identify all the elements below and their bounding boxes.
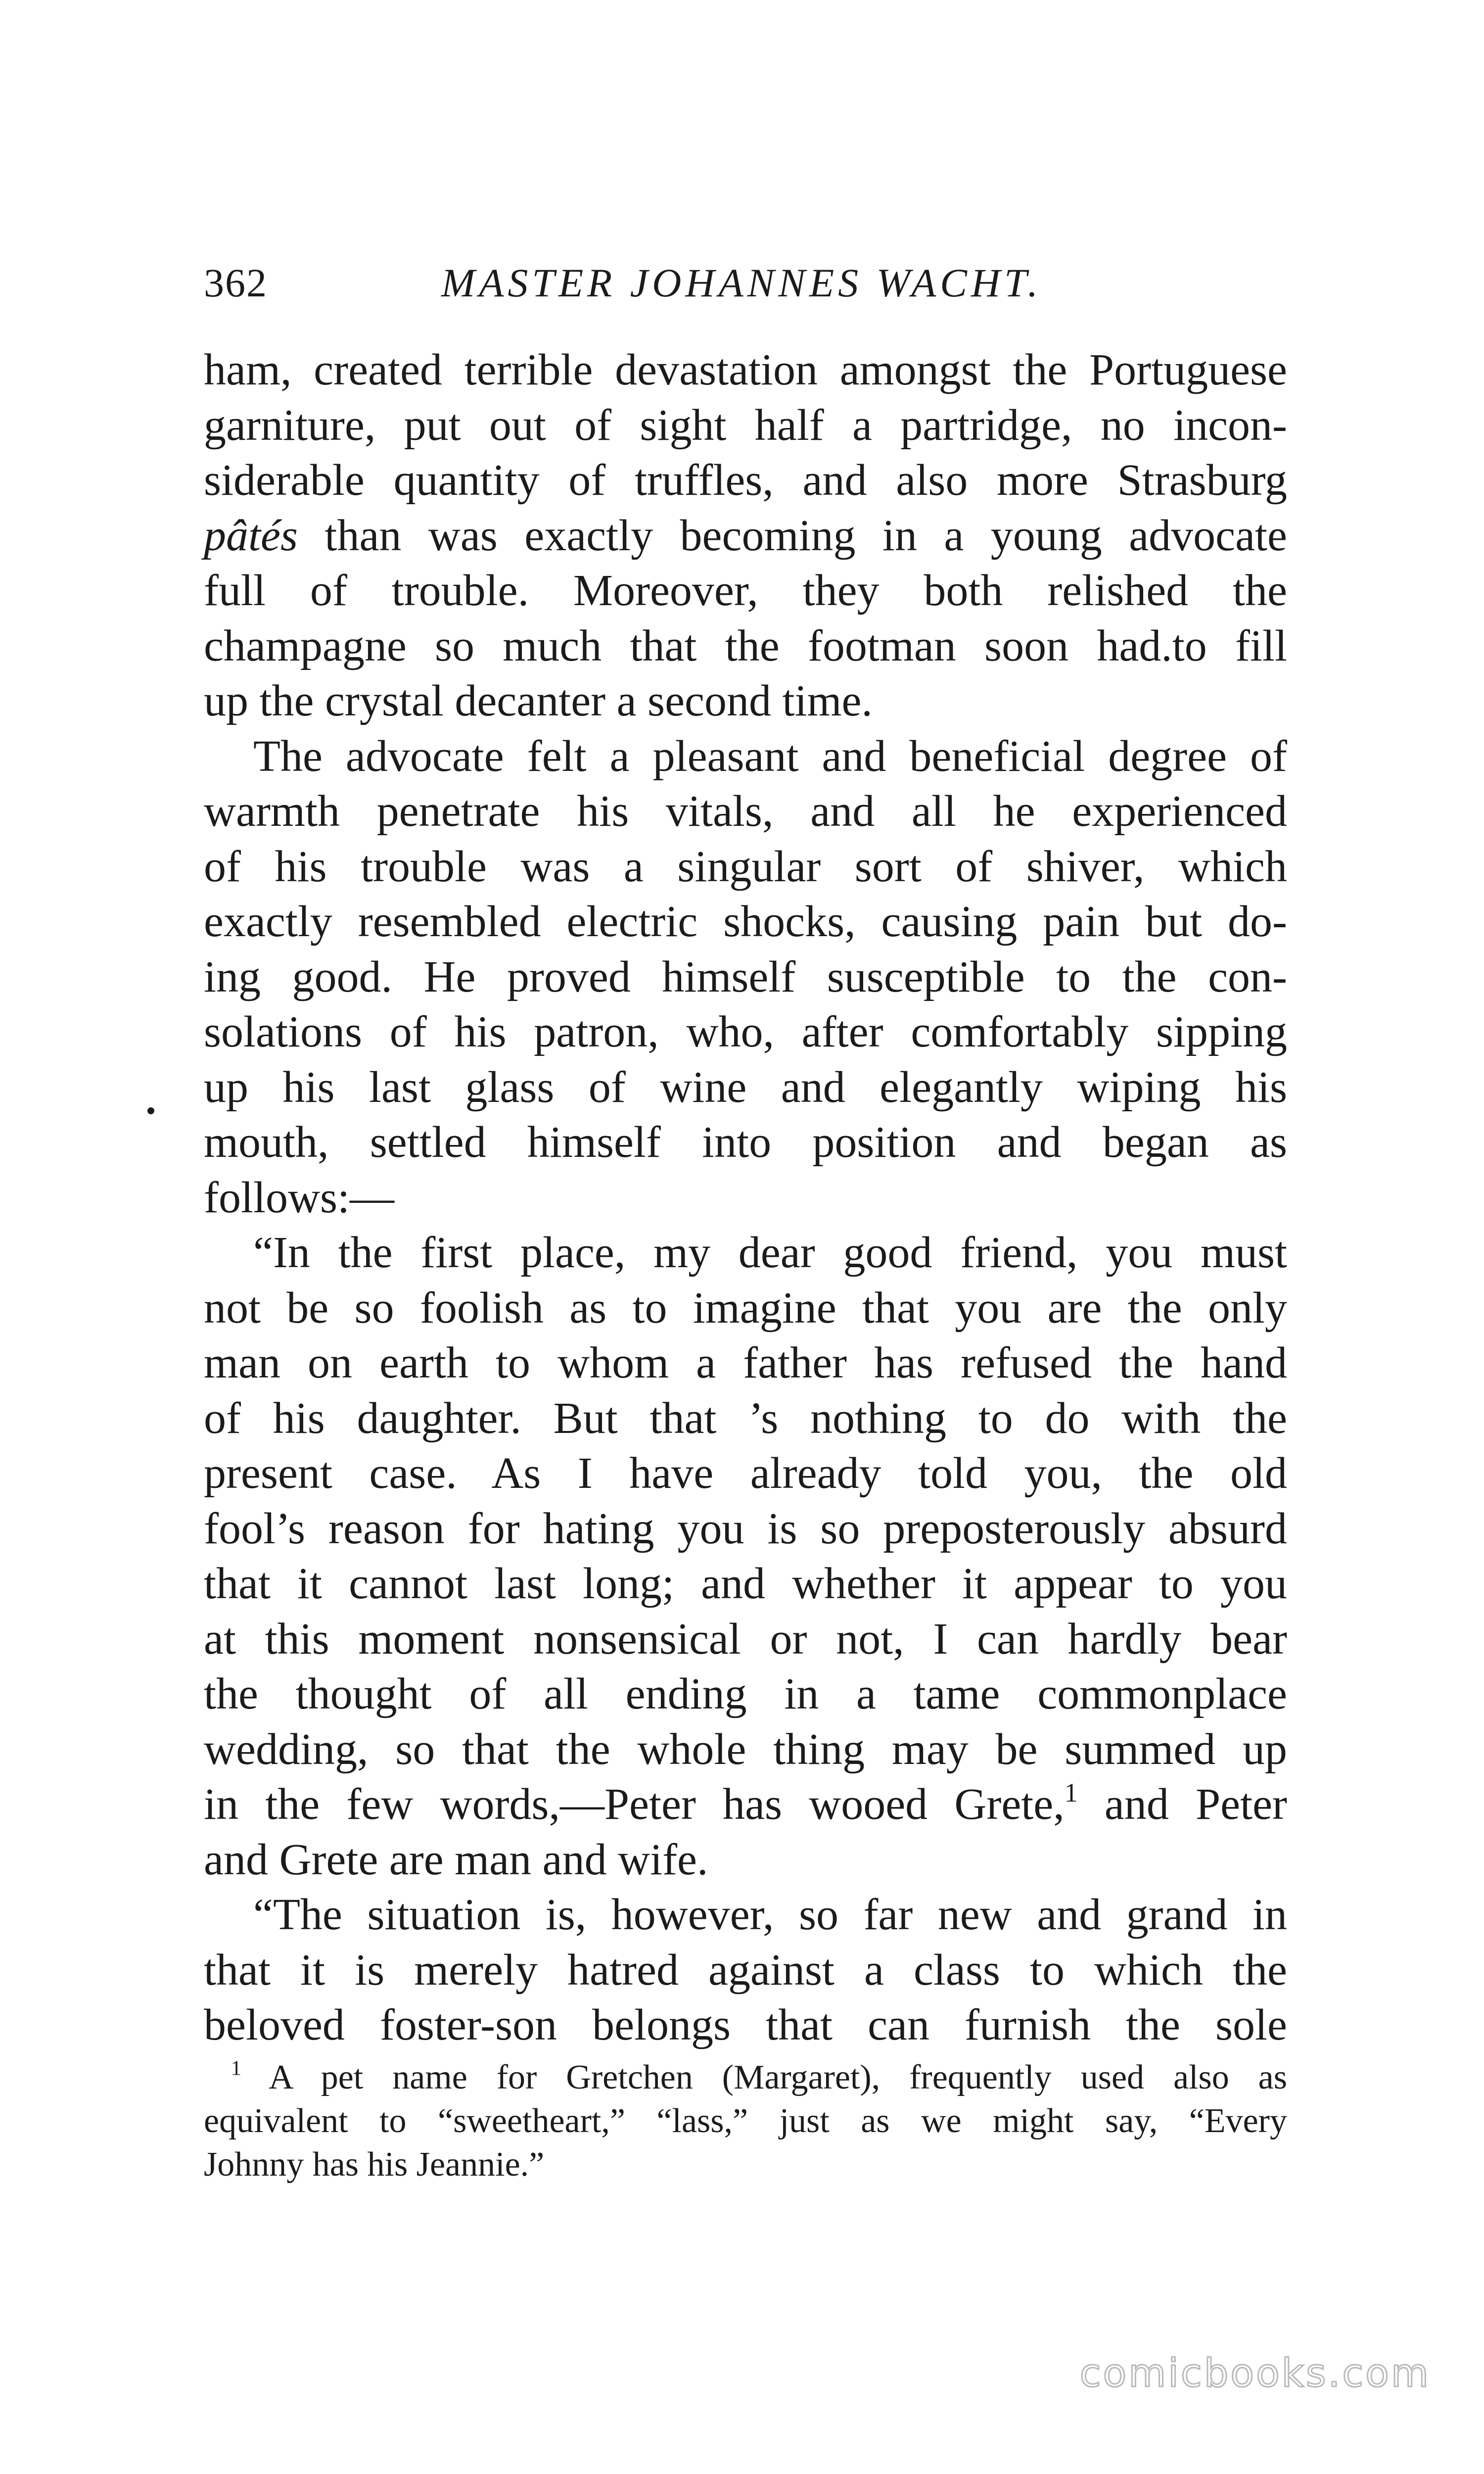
line-text: at this moment nonsensical or not, I can hardly bear bbox=[204, 1614, 1287, 1664]
text-line bbox=[204, 508, 1287, 564]
line-text: wedding, so that the whole thing may be summed up bbox=[204, 1724, 1287, 1774]
text-line bbox=[204, 1612, 1287, 1667]
running-head: MASTER JOHANNES WACHT. bbox=[441, 260, 1042, 305]
text-line bbox=[204, 1998, 1287, 2053]
text-line bbox=[204, 1335, 1287, 1391]
text-line bbox=[204, 1943, 1287, 1998]
line-text: up his last glass of wine and elegantly wiping his bbox=[204, 1062, 1287, 1112]
line-text: champagne so much that the footman soon had.to fill bbox=[204, 621, 1287, 670]
line-text: siderable quantity of truffles, and also more Strasburg bbox=[204, 456, 1287, 505]
text-line bbox=[204, 1281, 1287, 1336]
line-text: up the crystal decanter a second time. bbox=[204, 676, 873, 725]
line-text: ham, created terrible devastation amongst the Portuguese bbox=[204, 345, 1287, 394]
line-text: of his daughter. But that ’s nothing to do with the bbox=[204, 1393, 1287, 1443]
text-line bbox=[204, 784, 1287, 839]
text-line bbox=[204, 342, 1287, 398]
text-line bbox=[204, 1225, 1287, 1281]
footnote-text: A pet name for Gretchen (Margaret), frequently used also as bbox=[269, 2058, 1287, 2096]
footnote-marker: 1 bbox=[231, 2057, 241, 2080]
text-line bbox=[204, 1391, 1287, 1446]
text-line bbox=[204, 1666, 1287, 1722]
line-text: the thought of all ending in a tame commonplace bbox=[204, 1669, 1287, 1718]
line-text: that it is merely hatred against a class to which the bbox=[204, 1945, 1287, 1995]
line-text: in the few words,—Peter has wooed Grete, bbox=[204, 1780, 1065, 1829]
text-line bbox=[204, 453, 1287, 508]
line-text: that it cannot last long; and whether it appear to you bbox=[204, 1559, 1287, 1608]
line-text: not be so foolish as to imagine that you are the only bbox=[204, 1283, 1287, 1332]
margin-dot-mark bbox=[147, 1107, 154, 1114]
text-line bbox=[204, 839, 1287, 895]
footnote-line bbox=[204, 2143, 1287, 2187]
text-line bbox=[204, 618, 1287, 674]
text-line bbox=[204, 1060, 1287, 1115]
line-text: of his trouble was a singular sort of shiver, which bbox=[204, 842, 1287, 891]
text-line bbox=[204, 1501, 1287, 1557]
line-text: than was exactly becoming in a young advocate bbox=[297, 511, 1287, 560]
line-text: man on earth to whom a father has refused the hand bbox=[204, 1338, 1287, 1387]
italic-word: pâtés bbox=[204, 511, 298, 560]
text-line bbox=[204, 894, 1287, 950]
text-line bbox=[204, 1777, 1287, 1832]
text-line bbox=[204, 1887, 1287, 1943]
line-text: mouth, settled himself into position and began as bbox=[204, 1118, 1287, 1167]
page-header bbox=[204, 260, 1287, 319]
line-text: “The situation is, however, so far new and grand in bbox=[253, 1890, 1287, 1939]
page-number: 362 bbox=[204, 260, 268, 305]
text-line bbox=[204, 673, 1287, 729]
footnote-text: Johnny has his Jeannie.” bbox=[204, 2145, 545, 2184]
watermark: comicbooks.com bbox=[1079, 2351, 1431, 2396]
text-line bbox=[204, 1115, 1287, 1170]
body-text bbox=[204, 342, 1287, 2053]
line-text: warmth penetrate his vitals, and all he experienced bbox=[204, 787, 1287, 836]
line-text: fool’s reason for hating you is so preposterously absurd bbox=[204, 1504, 1287, 1553]
line-text: “In the first place, my dear good friend, you must bbox=[253, 1228, 1287, 1277]
line-text: and Peter bbox=[1077, 1780, 1287, 1829]
line-text: follows:— bbox=[204, 1173, 395, 1222]
text-line bbox=[204, 729, 1287, 784]
text-line bbox=[204, 1170, 1287, 1226]
footnote-reference: 1 bbox=[1064, 1777, 1078, 1808]
line-text: ing good. He proved himself susceptible to the con- bbox=[204, 952, 1287, 1001]
footnotes bbox=[204, 2056, 1287, 2187]
text-line bbox=[204, 1446, 1287, 1501]
footnote-line bbox=[204, 2099, 1287, 2143]
text-line bbox=[204, 1722, 1287, 1777]
footnote-line bbox=[204, 2056, 1287, 2099]
line-text: present case. As I have already told you, the old bbox=[204, 1449, 1287, 1498]
line-text: beloved foster-son belongs that can furnish the sole bbox=[204, 2000, 1287, 2049]
text-line bbox=[204, 1004, 1287, 1060]
text-line bbox=[204, 398, 1287, 453]
line-text: and Grete are man and wife. bbox=[204, 1835, 708, 1884]
line-text: The advocate felt a pleasant and beneficial degree of bbox=[253, 731, 1287, 781]
line-text: full of trouble. Moreover, they both relished the bbox=[204, 566, 1287, 615]
text-line bbox=[204, 1556, 1287, 1612]
text-line bbox=[204, 563, 1287, 618]
line-text: garniture, put out of sight half a partridge, no incon- bbox=[204, 400, 1287, 450]
text-line bbox=[204, 950, 1287, 1005]
line-text: solations of his patron, who, after comfortably sipping bbox=[204, 1007, 1287, 1056]
footnote-text: equivalent to “sweetheart,” “lass,” just as we might say, “Every bbox=[204, 2102, 1287, 2140]
text-line bbox=[204, 1832, 1287, 1888]
line-text: exactly resembled electric shocks, causing pain but do- bbox=[204, 897, 1287, 946]
